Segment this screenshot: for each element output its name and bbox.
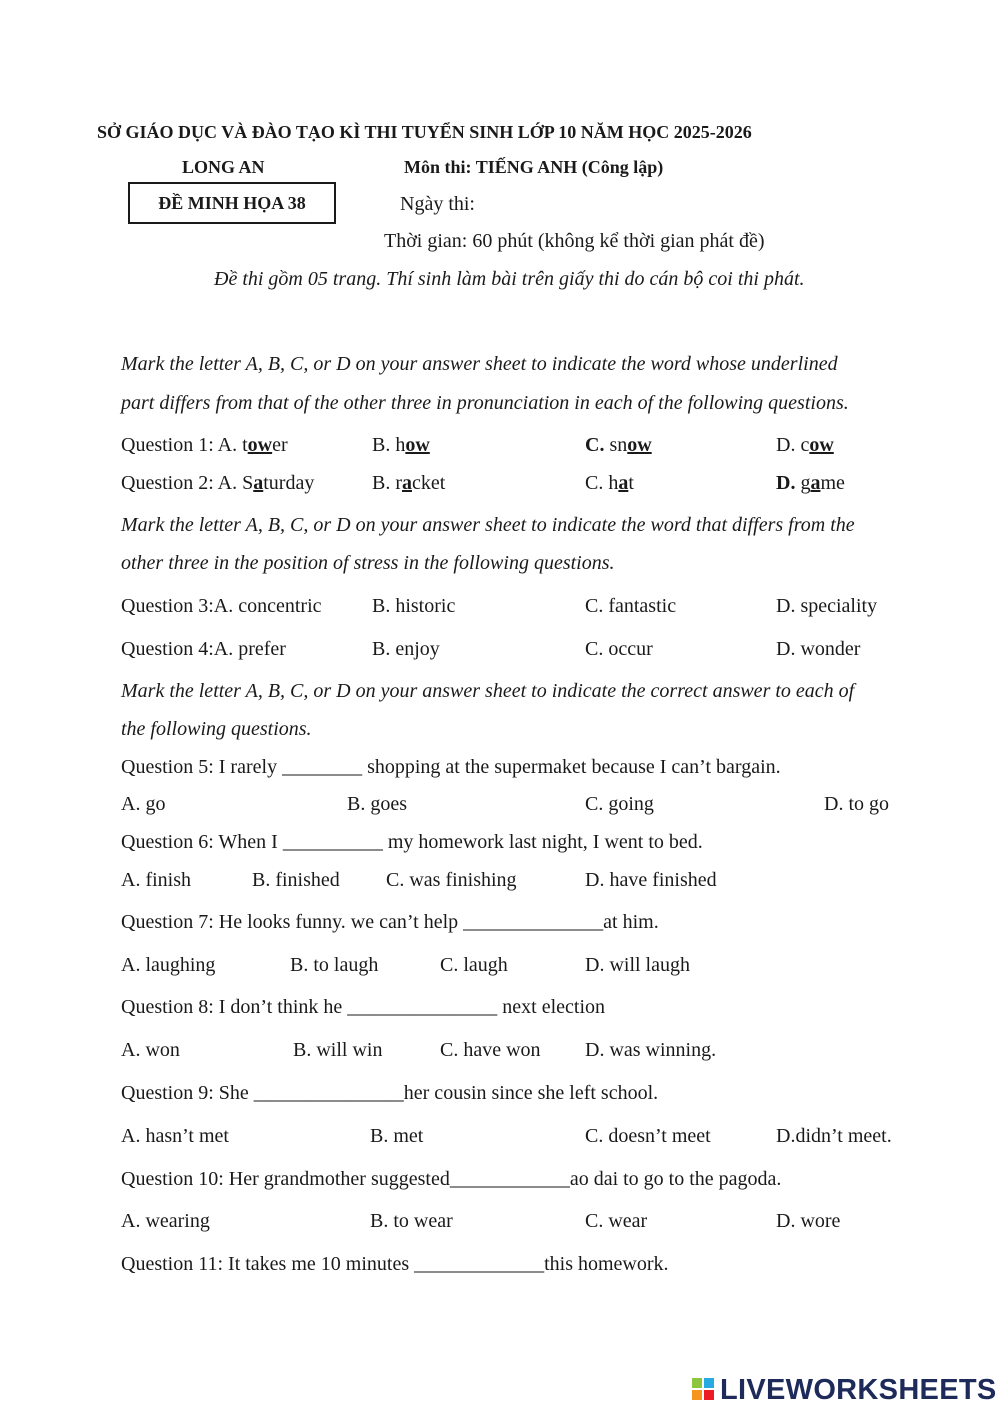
q4-option-c: C. occur	[585, 638, 653, 660]
section1-instruction-line1: Mark the letter A, B, C, or D on your answer sheet to indicate the word whose underlined	[121, 353, 838, 375]
q5-option-b: B. goes	[347, 793, 407, 815]
q2-b-underlined: a	[402, 472, 412, 494]
department-name: LONG AN	[182, 157, 265, 177]
q2-option-d	[776, 472, 845, 495]
section3-instruction-line2: the following questions.	[121, 718, 312, 740]
q10-option-d: D. wore	[776, 1210, 841, 1232]
q10-option-a: A. wearing	[121, 1210, 210, 1232]
q9-option-b: B. met	[370, 1125, 424, 1147]
q1-a-rest: er	[272, 434, 288, 456]
exam-code-box	[128, 182, 336, 224]
q4-option-a: Question 4:A. prefer	[121, 638, 286, 660]
q8-option-b: B. will win	[293, 1039, 383, 1061]
subject-line	[404, 157, 663, 178]
subject-label: Môn thi:	[404, 157, 476, 177]
q2-c-text: C. h	[585, 472, 619, 494]
q6-option-b: B. finished	[252, 869, 340, 891]
q2-b-rest: cket	[412, 472, 446, 494]
q1-b-text: B. h	[372, 434, 406, 456]
q9-stem: Question 9: She _______________her cousin since she left school.	[121, 1082, 659, 1104]
q2-d-underlined: a	[810, 472, 821, 494]
q1-c-text: sn	[604, 434, 628, 456]
q2-b-text: B. r	[372, 472, 402, 494]
q1-d-text: D. c	[776, 434, 810, 456]
q8-option-c: C. have won	[440, 1039, 541, 1061]
q2-c-rest: t	[628, 472, 634, 494]
exam-note: Đề thi gồm 05 trang. Thí sinh làm bài trên giấy thi do cán bộ coi thi phát.	[214, 268, 805, 290]
q8-option-a: A. won	[121, 1039, 180, 1061]
logo-square-orange	[692, 1390, 702, 1400]
section3-instruction-line1: Mark the letter A, B, C, or D on your answer sheet to indicate the correct answer to each of	[121, 680, 855, 702]
q1-option-b	[372, 434, 430, 457]
q4-option-d: D. wonder	[776, 638, 861, 660]
q1-option-a	[121, 434, 288, 457]
exam-time-label: Thời gian: 60 phút (không kể thời gian phát đề)	[384, 230, 765, 252]
q9-option-d: D.didn’t meet.	[776, 1125, 892, 1147]
section1-instruction-line2: part differs from that of the other three in pronunciation in each of the following questions.	[121, 392, 849, 414]
q6-option-d: D. have finished	[585, 869, 717, 891]
q2-option-b	[372, 472, 445, 495]
q2-a-underlined: a	[253, 472, 264, 494]
q2-option-a	[121, 472, 314, 495]
liveworksheets-logo-text: LIVEWORKSHEETS	[720, 1374, 997, 1406]
q1-c-letter: C.	[585, 434, 605, 456]
exam-date-label: Ngày thi:	[400, 193, 475, 215]
q5-option-a: A. go	[121, 793, 166, 815]
q7-option-c: C. laugh	[440, 954, 508, 976]
q1-option-d	[776, 434, 834, 457]
q5-option-c: C. going	[585, 793, 654, 815]
q10-stem: Question 10: Her grandmother suggested____________ao dai to go to the pagoda.	[121, 1168, 782, 1190]
q3-option-d: D. speciality	[776, 595, 878, 617]
logo-square-green	[692, 1378, 702, 1388]
q2-c-underlined: a	[618, 472, 629, 494]
logo-square-red	[704, 1390, 714, 1400]
q7-option-d: D. will laugh	[585, 954, 690, 976]
q6-option-a: A. finish	[121, 869, 191, 891]
q9-option-a: A. hasn’t met	[121, 1125, 229, 1147]
q8-option-d: D. was winning.	[585, 1039, 717, 1061]
q2-d-text: g	[795, 472, 811, 494]
q7-option-b: B. to laugh	[290, 954, 379, 976]
q10-option-b: B. to wear	[370, 1210, 453, 1232]
q1-option-c	[585, 434, 652, 457]
q4-option-b: B. enjoy	[372, 638, 440, 660]
q1-a-underlined: ow	[247, 434, 273, 456]
exam-header-title: SỞ GIÁO DỤC VÀ ĐÀO TẠO KÌ THI TUYỂN SINH LỚP 10 NĂM HỌC 2025-2026	[97, 122, 752, 142]
q7-option-a: A. laughing	[121, 954, 216, 976]
subject-value: TIẾNG ANH (Công lập)	[475, 157, 664, 177]
q2-option-c	[585, 472, 634, 495]
q6-stem: Question 6: When I __________ my homework last night, I went to bed.	[121, 831, 703, 853]
q9-option-c: C. doesn’t meet	[585, 1125, 711, 1147]
q5-option-d: D. to go	[824, 793, 889, 815]
q2-label: Question 2: A. S	[121, 472, 254, 494]
q1-c-underlined: ow	[627, 434, 652, 456]
q6-option-c: C. was finishing	[386, 869, 517, 891]
q1-label: Question 1: A. t	[121, 434, 248, 456]
q8-stem: Question 8: I don’t think he _______________ next election	[121, 996, 606, 1018]
logo-square-blue	[704, 1378, 714, 1388]
q1-b-underlined: ow	[405, 434, 430, 456]
exam-code-label: ĐỀ MINH HỌA 38	[158, 193, 306, 213]
section2-instruction-line1: Mark the letter A, B, C, or D on your answer sheet to indicate the word that differs from the	[121, 514, 855, 536]
q7-stem: Question 7: He looks funny. we can’t help ______________at him.	[121, 911, 659, 933]
q2-a-rest: turday	[263, 472, 315, 494]
q2-d-letter: D.	[776, 472, 796, 494]
q3-option-c: C. fantastic	[585, 595, 677, 617]
q3-option-b: B. historic	[372, 595, 456, 617]
q5-stem: Question 5: I rarely ________ shopping at the supermaket because I can’t bargain.	[121, 756, 781, 778]
section2-instruction-line2: other three in the position of stress in the following questions.	[121, 552, 615, 574]
liveworksheets-logo-icon	[692, 1378, 716, 1402]
q3-option-a: Question 3:A. concentric	[121, 595, 322, 617]
q1-d-underlined: ow	[809, 434, 834, 456]
q2-d-rest: me	[820, 472, 845, 494]
q10-option-c: C. wear	[585, 1210, 648, 1232]
q11-stem: Question 11: It takes me 10 minutes _____________this homework.	[121, 1253, 669, 1275]
